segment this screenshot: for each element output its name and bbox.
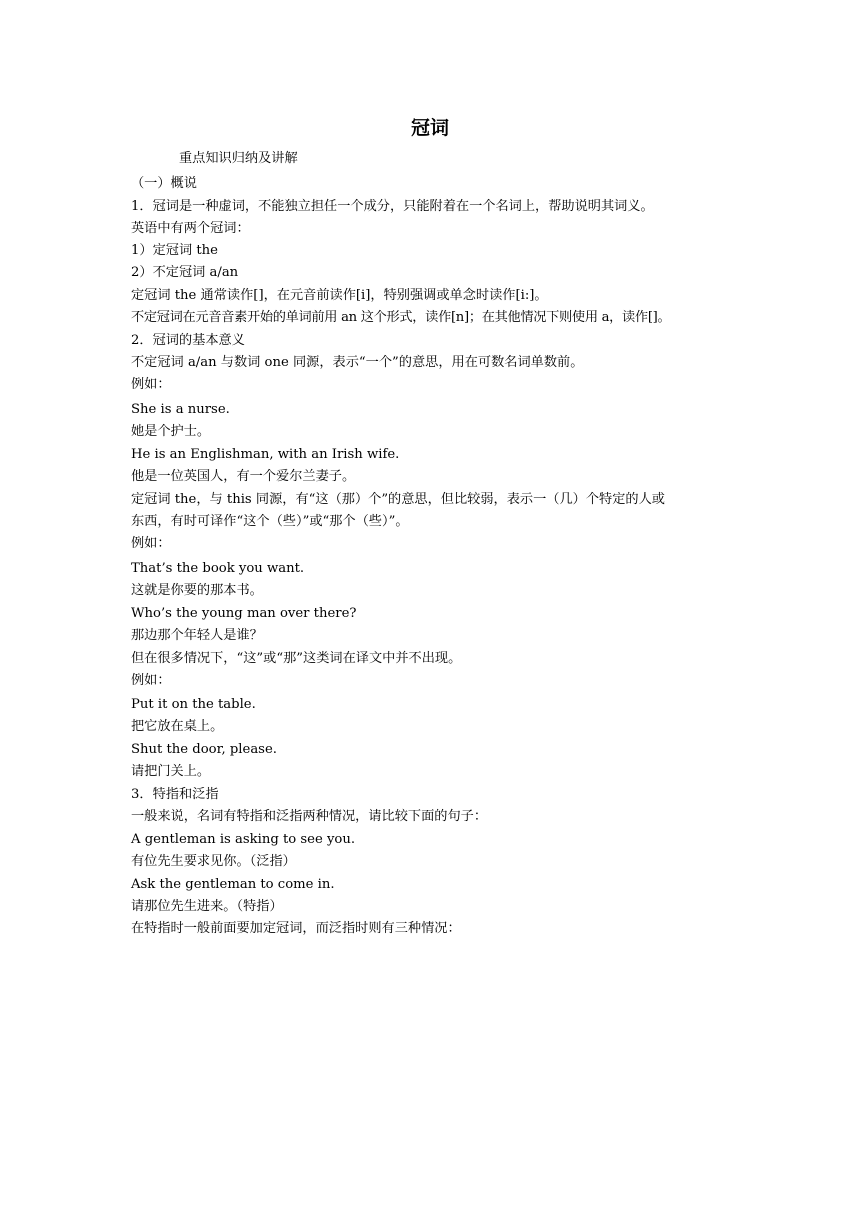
example-translation: 这就是你要的那本书。 — [131, 583, 263, 598]
example-label: 例如： — [131, 377, 171, 392]
example-translation: 他是一位英国人，有一个爱尔兰妻子。 — [131, 469, 356, 484]
example-translation: 那边那个年轻人是谁？ — [131, 628, 263, 643]
paragraph-line: 在特指时一般前面要加定冠词，而泛指时则有三种情况： — [131, 921, 461, 936]
paragraph-line: 1．冠词是一种虚词，不能独立担任一个成分，只能附着在一个名词上，帮助说明其词义。 — [131, 199, 654, 214]
numbered-heading: 3．特指和泛指 — [131, 787, 219, 802]
example-sentence: Shut the door, please. — [131, 742, 277, 757]
example-label: 例如： — [131, 536, 171, 551]
example-translation: 把它放在桌上。 — [131, 719, 224, 734]
page-title: 冠词 — [410, 117, 449, 139]
example-sentence: A gentleman is asking to see you. — [131, 832, 356, 847]
numbered-heading: 2．冠词的基本意义 — [131, 333, 245, 348]
paragraph-line: 定冠词 the，与 this 同源，有“这（那）个”的意思，但比较弱，表示一（几）个特定的人或 — [131, 492, 665, 507]
paragraph-line: 不定冠词在元音音素开始的单词前用 an 这个形式，读作[n]；在其他情况下则使用 a，读作[]。 — [131, 310, 671, 325]
example-translation: 请把门关上。 — [131, 764, 211, 779]
example-translation: 请那位先生进来。（特指） — [131, 899, 283, 914]
example-label: 例如： — [131, 673, 171, 688]
example-translation: 有位先生要求见你。（泛指） — [131, 854, 296, 869]
example-sentence: Who’s the young man over there? — [131, 606, 357, 621]
example-sentence: That’s the book you want. — [131, 561, 305, 576]
paragraph-line: 定冠词 the 通常读作[]，在元音前读作[i]，特别强调或单念时读作[i:]。 — [131, 288, 548, 303]
section-heading: 重点知识归纳及讲解 — [179, 151, 298, 166]
example-sentence: Put it on the table. — [131, 697, 256, 712]
example-sentence: He is an Englishman, with an Irish wife. — [131, 447, 400, 462]
paragraph-line: 不定冠词 a/an 与数词 one 同源，表示“一个”的意思，用在可数名词单数前。 — [131, 355, 584, 370]
paragraph-line: 但在很多情况下，“这”或“那”这类词在译文中并不出现。 — [131, 651, 462, 666]
paragraph-line: 英语中有两个冠词： — [131, 221, 250, 236]
example-translation: 她是个护士。 — [131, 424, 211, 439]
example-sentence: She is a nurse. — [131, 402, 230, 417]
example-sentence: Ask the gentleman to come in. — [131, 877, 335, 892]
list-item: 1）定冠词 the — [131, 243, 218, 258]
list-item: 2）不定冠词 a/an — [131, 265, 239, 280]
subsection-heading: （一）概说 — [131, 176, 197, 191]
paragraph-line: 一般来说，名词有特指和泛指两种情况，请比较下面的句子： — [131, 809, 488, 824]
paragraph-line: 东西，有时可译作“这个（些）”或“那个（些）”。 — [131, 514, 409, 529]
